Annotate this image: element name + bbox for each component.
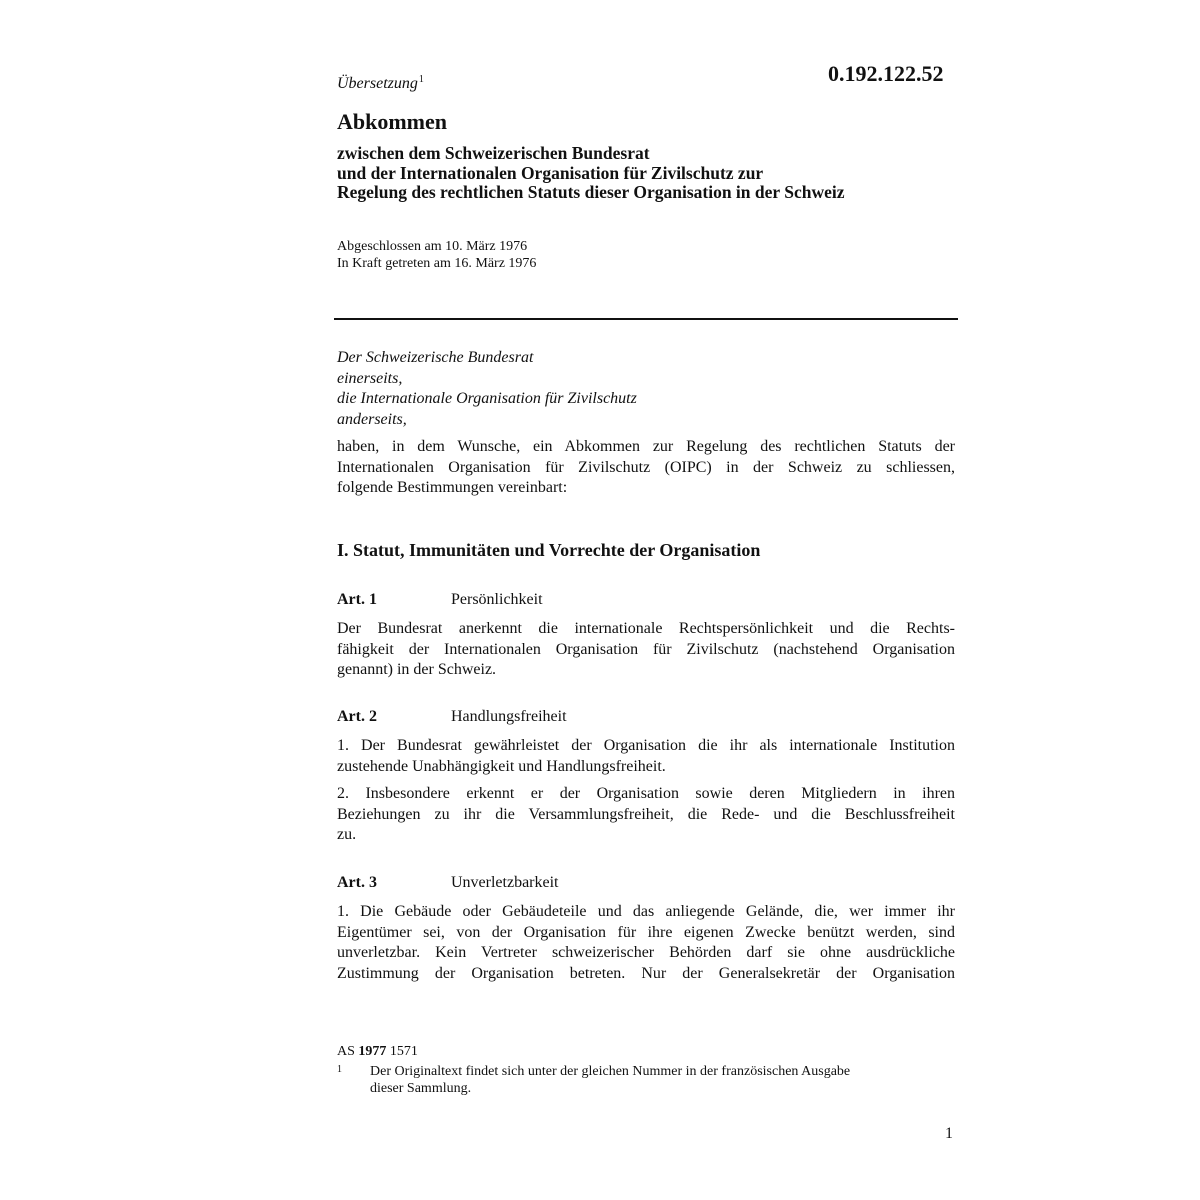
preamble-line: die Internationale Organisation für Zivilschutz [337, 390, 637, 407]
preamble [337, 348, 957, 430]
paragraph-line: fähigkeit der Internationalen Organisation für Zivilschutz (nachstehend Organisation [337, 640, 955, 658]
sr-number: 0.192.122.52 [828, 61, 944, 86]
translation-label: Übersetzung$^1$ [337, 74, 424, 92]
in-force-date: In Kraft getreten am 16. März 1976 [337, 256, 537, 271]
as-reference [337, 1044, 418, 1060]
header-rule [334, 318, 958, 320]
dates-block [337, 238, 536, 272]
footnote-line: dieser Sammlung. [370, 1080, 472, 1096]
as-year: 1977 [358, 1044, 387, 1059]
document-title: Abkommen [337, 109, 448, 134]
paragraph-line: Beziehungen zu ihr die Versammlungsfreiheit, die Rede- und die Beschlussfreiheit [337, 805, 955, 823]
article-paragraph [337, 784, 955, 846]
footnote-number: 1 [337, 1064, 342, 1075]
article-number: Art. 1 [337, 591, 377, 608]
article-paragraph [337, 736, 955, 777]
paragraph-line: 1. Die Gebäude oder Gebäudeteile und das anliegende Gelände, die, wer immer ihr [337, 903, 955, 920]
article-number: Art. 3 [337, 874, 377, 891]
preamble-line: Der Schweizerische Bundesrat [337, 349, 534, 366]
article-paragraph [337, 902, 955, 984]
paragraph-line: 2. Insbesondere erkennt er der Organisation sowie deren Mitgliedern in ihren [337, 785, 955, 802]
preamble-intro [337, 437, 955, 499]
intro-line: Internationalen Organisation für Zivilschutz (OIPC) in der Schweiz zu schliessen, [337, 458, 955, 476]
section-heading: I. Statut, Immunitäten und Vorrechte der Organisation [337, 540, 761, 560]
preamble-line: einerseits, [337, 369, 403, 387]
paragraph-line: Der Bundesrat anerkennt die internationale Rechtspersönlichkeit und die Rechts- [337, 620, 955, 637]
article-number: Art. 2 [337, 708, 377, 725]
as-prefix: AS [337, 1044, 355, 1059]
translation-footnote-mark: 1 [418, 74, 424, 85]
paragraph-line: Zustimmung der Organisation betreten. Nur der Generalsekretär der Organisation [337, 964, 955, 982]
as-page: 1571 [389, 1044, 418, 1059]
document-subtitle [337, 144, 977, 203]
intro-line: folgende Bestimmungen vereinbart: [337, 479, 568, 496]
paragraph-line: unverletzbar. Kein Vertreter schweizerischer Behörden darf sie ohne ausdrückliche [337, 944, 955, 961]
paragraph-line: Eigentümer sei, von der Organisation für ihre eigenen Zwecke benützt werden, sind [337, 923, 955, 941]
footnote-line: Der Originaltext findet sich unter der gleichen Nummer in der französischen Ausgabe [370, 1064, 851, 1079]
article-title: Unverletzbarkeit [451, 874, 559, 891]
article-title: Handlungsfreiheit [451, 708, 567, 725]
subtitle-line: zwischen dem Schweizerischen Bundesrat [337, 143, 650, 163]
footnote-text [370, 1064, 960, 1097]
paragraph-line: zu. [337, 826, 357, 843]
page-number: 1 [945, 1125, 953, 1142]
subtitle-line: und der Internationalen Organisation für Zivilschutz zur [337, 162, 764, 183]
subtitle-line: Regelung des rechtlichen Statuts dieser Organisation in der Schweiz [337, 182, 845, 202]
concluded-date: Abgeschlossen am 10. März 1976 [337, 239, 528, 254]
intro-line: haben, in dem Wunsche, ein Abkommen zur Regelung des rechtlichen Statuts der [337, 438, 955, 455]
paragraph-line: genannt) in der Schweiz. [337, 661, 497, 678]
paragraph-line: zustehende Unabhängigkeit und Handlungsfreiheit. [337, 757, 666, 775]
paragraph-line: 1. Der Bundesrat gewährleistet der Organisation die ihr als internationale Institution [337, 737, 955, 754]
preamble-line: anderseits, [337, 410, 407, 428]
article-paragraph [337, 619, 955, 681]
article-title: Persönlichkeit [451, 591, 543, 608]
